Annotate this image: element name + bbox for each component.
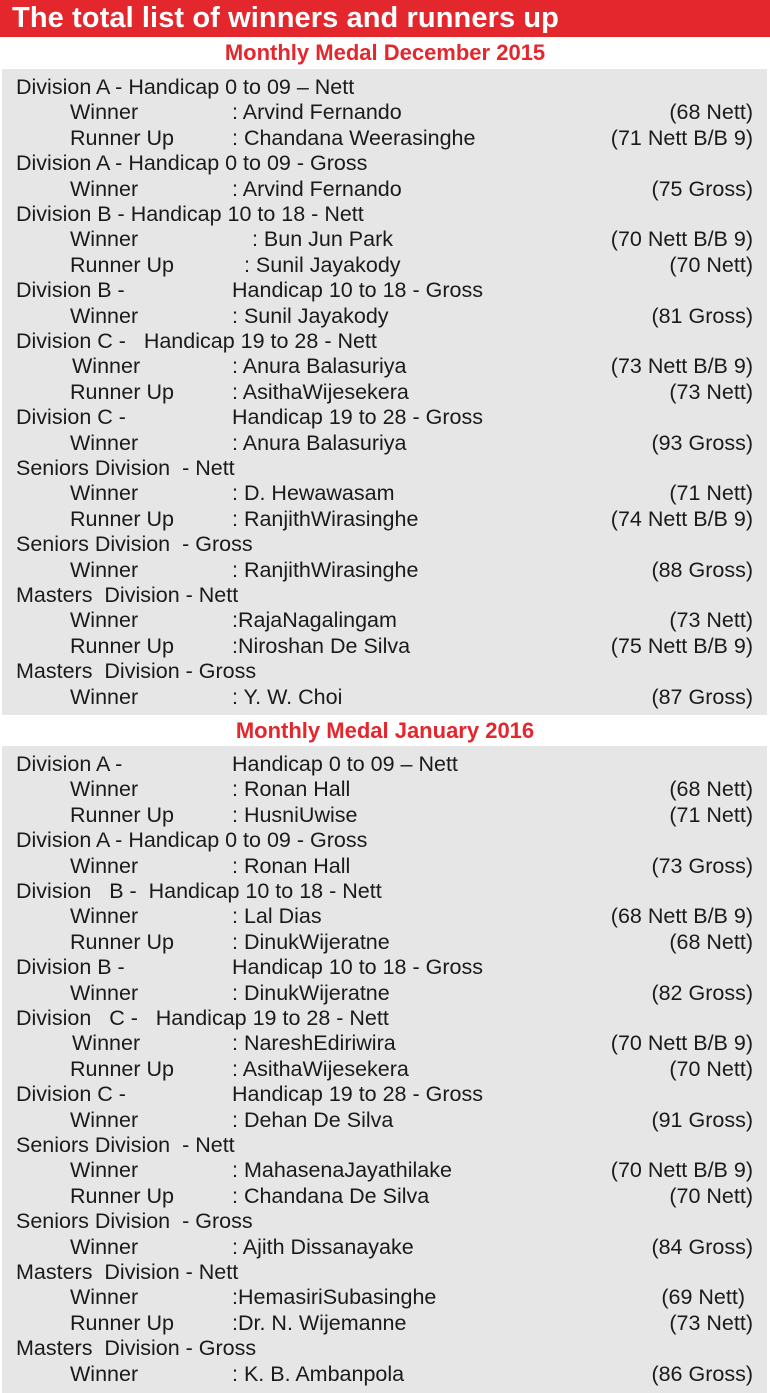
division-label: Masters Division - Nett xyxy=(16,1260,239,1284)
division-heading xyxy=(2,532,767,557)
result-role: Winner xyxy=(70,1107,139,1132)
division-heading xyxy=(2,405,767,430)
result-row xyxy=(2,904,767,929)
result-row xyxy=(2,507,767,532)
result-score: (86 Gross) xyxy=(651,1361,753,1386)
division-heading xyxy=(2,151,767,176)
result-score: (87 Gross) xyxy=(651,684,753,709)
player-name: : Bun Jun Park xyxy=(246,227,393,252)
division-heading xyxy=(2,1336,767,1361)
player-name: : DinukWijeratne xyxy=(232,929,390,954)
result-score: (91 Gross) xyxy=(651,1107,753,1132)
result-score: (70 Nett) xyxy=(669,1056,753,1081)
division-label: Division B - Handicap 10 to 18 - Nett xyxy=(16,202,364,226)
division-label: Seniors Division - Nett xyxy=(16,1133,235,1157)
result-role: Runner Up xyxy=(70,125,174,150)
result-row xyxy=(2,1057,767,1082)
result-score: (73 Nett) xyxy=(669,379,753,404)
player-name: : Lal Dias xyxy=(232,904,322,929)
result-score: (84 Gross) xyxy=(651,1234,753,1259)
result-score: (88 Gross) xyxy=(651,557,753,582)
division-label: Division A - xyxy=(16,752,123,776)
division-handicap: Handicap 19 to 28 - Gross xyxy=(232,1082,483,1107)
result-score: (73 Nett) xyxy=(669,608,753,633)
result-score: (68 Nett) xyxy=(669,929,753,954)
result-score: (81 Gross) xyxy=(651,303,753,328)
player-name: : AsithaWijesekera xyxy=(232,379,409,404)
division-label: Seniors Division - Nett xyxy=(16,456,235,480)
player-name: :Niroshan De Silva xyxy=(232,633,411,658)
division-heading xyxy=(2,1082,767,1107)
division-label: Division C - Handicap 19 to 28 - Nett xyxy=(16,1006,389,1030)
player-name: : DinukWijeratne xyxy=(232,980,390,1005)
result-score: (70 Nett B/B 9) xyxy=(610,1158,753,1183)
result-row xyxy=(2,1362,767,1387)
result-score: (70 Nett) xyxy=(669,252,753,277)
result-score: (74 Nett B/B 9) xyxy=(610,506,753,531)
result-score: (75 Nett B/B 9) xyxy=(610,633,753,658)
result-row xyxy=(2,1184,767,1209)
result-score: (68 Nett) xyxy=(669,777,753,802)
division-heading xyxy=(2,1006,767,1031)
result-row xyxy=(2,304,767,329)
result-row xyxy=(2,431,767,456)
division-heading xyxy=(2,1209,767,1234)
result-row xyxy=(2,227,767,252)
result-score: (70 Nett B/B 9) xyxy=(610,1031,753,1056)
division-label: Division A - Handicap 0 to 09 - Gross xyxy=(16,151,368,176)
division-heading xyxy=(2,828,767,853)
player-name: :Dr. N. Wijemanne xyxy=(232,1310,407,1335)
division-heading xyxy=(2,75,767,100)
result-row xyxy=(2,1108,767,1133)
result-role: Runner Up xyxy=(70,1183,174,1208)
result-role: Winner xyxy=(70,853,139,878)
result-role: Winner xyxy=(72,354,141,379)
player-name: : Chandana Weerasinghe xyxy=(232,125,476,150)
result-score: (68 Nett) xyxy=(669,100,753,125)
result-score: (70 Nett B/B 9) xyxy=(610,227,753,252)
result-row xyxy=(2,803,767,828)
result-score: (70 Nett) xyxy=(669,1183,753,1208)
result-score: (69 Nett) xyxy=(661,1285,745,1310)
results-list xyxy=(2,746,767,1393)
result-row xyxy=(2,100,767,125)
division-heading xyxy=(2,329,767,354)
division-heading xyxy=(2,879,767,904)
result-role: Winner xyxy=(72,1031,141,1056)
division-label: Seniors Division - Gross xyxy=(16,532,253,557)
result-role: Runner Up xyxy=(70,252,174,277)
player-name: : D. Hewawasam xyxy=(232,481,395,506)
result-role: Runner Up xyxy=(70,802,174,827)
result-row xyxy=(2,481,767,506)
division-heading xyxy=(2,1260,767,1285)
result-row xyxy=(2,930,767,955)
result-row xyxy=(2,126,767,151)
result-role: Winner xyxy=(70,176,139,201)
result-role: Runner Up xyxy=(70,379,174,404)
result-row xyxy=(2,177,767,202)
result-score: (71 Nett) xyxy=(669,802,753,827)
result-row xyxy=(2,354,767,379)
result-score: (73 Nett) xyxy=(669,1310,753,1335)
division-label: Division B - xyxy=(16,955,125,980)
player-name: : Y. W. Choi xyxy=(232,684,343,709)
division-label: Masters Division - Gross xyxy=(16,1336,257,1361)
player-name: :HemasiriSubasinghe xyxy=(232,1285,437,1310)
division-handicap: Handicap 10 to 18 - Gross xyxy=(232,278,483,303)
section-title: Monthly Medal December 2015 xyxy=(0,37,770,69)
result-role: Winner xyxy=(70,1285,139,1310)
player-name: : Anura Balasuriya xyxy=(232,430,407,455)
player-name: : Sunil Jayakody xyxy=(232,303,389,328)
player-name: : AsithaWijesekera xyxy=(232,1056,409,1081)
result-score: (73 Gross) xyxy=(651,853,753,878)
player-name: : Sunil Jayakody xyxy=(238,252,401,277)
result-role: Winner xyxy=(70,608,139,633)
player-name: :RajaNagalingam xyxy=(232,608,397,633)
division-label: Division B - Handicap 10 to 18 - Nett xyxy=(16,879,382,903)
result-role: Winner xyxy=(70,904,139,929)
division-label: Division C - xyxy=(16,1082,126,1107)
result-role: Runner Up xyxy=(70,1056,174,1081)
player-name: : NareshEdiriwira xyxy=(232,1031,396,1056)
result-role: Winner xyxy=(70,481,139,506)
result-row xyxy=(2,1158,767,1183)
result-score: (73 Nett B/B 9) xyxy=(610,354,753,379)
section-title: Monthly Medal January 2016 xyxy=(0,715,770,747)
result-row xyxy=(2,981,767,1006)
result-score: (93 Gross) xyxy=(651,430,753,455)
result-role: Winner xyxy=(70,1158,139,1183)
division-handicap: Handicap 0 to 09 – Nett xyxy=(232,752,458,776)
result-score: (68 Nett B/B 9) xyxy=(610,904,753,929)
result-row xyxy=(2,1311,767,1336)
result-role: Winner xyxy=(70,227,139,252)
result-row xyxy=(2,253,767,278)
result-row xyxy=(2,777,767,802)
division-heading xyxy=(2,659,767,684)
player-name: : Ajith Dissanayake xyxy=(232,1234,414,1259)
division-heading xyxy=(2,752,767,777)
division-label: Seniors Division - Gross xyxy=(16,1209,253,1234)
player-name: : Anura Balasuriya xyxy=(232,354,407,379)
result-role: Winner xyxy=(70,980,139,1005)
result-row xyxy=(2,1031,767,1056)
result-row xyxy=(2,1285,767,1310)
division-heading xyxy=(2,583,767,608)
result-role: Runner Up xyxy=(70,1310,174,1335)
division-heading xyxy=(2,955,767,980)
result-role: Winner xyxy=(70,684,139,709)
player-name: : RanjithWirasinghe xyxy=(232,506,419,531)
player-name: : Arvind Fernando xyxy=(232,176,402,201)
player-name: : HusniUwise xyxy=(232,802,358,827)
result-score: (71 Nett) xyxy=(669,481,753,506)
player-name: : K. B. Ambanpola xyxy=(232,1361,405,1386)
player-name: : Arvind Fernando xyxy=(232,100,402,125)
player-name: : Chandana De Silva xyxy=(232,1183,430,1208)
division-label: Division C - xyxy=(16,405,126,430)
result-role: Runner Up xyxy=(70,633,174,658)
result-role: Winner xyxy=(70,303,139,328)
result-role: Winner xyxy=(70,1234,139,1259)
result-role: Runner Up xyxy=(70,506,174,531)
result-role: Winner xyxy=(70,430,139,455)
result-role: Winner xyxy=(70,100,139,125)
division-label: Division A - Handicap 0 to 09 - Gross xyxy=(16,828,368,853)
division-label: Division A - Handicap 0 to 09 – Nett xyxy=(16,75,355,99)
result-row xyxy=(2,1235,767,1260)
result-row xyxy=(2,558,767,583)
result-score: (82 Gross) xyxy=(651,980,753,1005)
division-label: Division B - xyxy=(16,278,125,303)
result-row xyxy=(2,854,767,879)
page-banner: The total list of winners and runners up xyxy=(0,0,770,37)
division-label: Masters Division - Nett xyxy=(16,583,239,607)
division-heading xyxy=(2,202,767,227)
division-handicap: Handicap 19 to 28 - Gross xyxy=(232,405,483,430)
result-score: (71 Nett B/B 9) xyxy=(610,125,753,150)
result-score: (75 Gross) xyxy=(651,176,753,201)
result-row xyxy=(2,685,767,710)
division-heading xyxy=(2,456,767,481)
division-heading xyxy=(2,1133,767,1158)
player-name: : Dehan De Silva xyxy=(232,1107,394,1132)
result-row xyxy=(2,608,767,633)
result-row xyxy=(2,634,767,659)
division-handicap: Handicap 10 to 18 - Gross xyxy=(232,955,483,980)
results-list xyxy=(2,69,767,716)
result-role: Winner xyxy=(70,557,139,582)
division-label: Division C - Handicap 19 to 28 - Nett xyxy=(16,329,377,353)
result-role: Winner xyxy=(70,777,139,802)
player-name: : Ronan Hall xyxy=(232,853,351,878)
division-heading xyxy=(2,278,767,303)
division-label: Masters Division - Gross xyxy=(16,659,257,684)
player-name: : MahasenaJayathilake xyxy=(232,1158,452,1183)
result-role: Runner Up xyxy=(70,929,174,954)
result-role: Winner xyxy=(70,1361,139,1386)
player-name: : RanjithWirasinghe xyxy=(232,557,419,582)
result-row xyxy=(2,380,767,405)
player-name: : Ronan Hall xyxy=(232,777,351,802)
